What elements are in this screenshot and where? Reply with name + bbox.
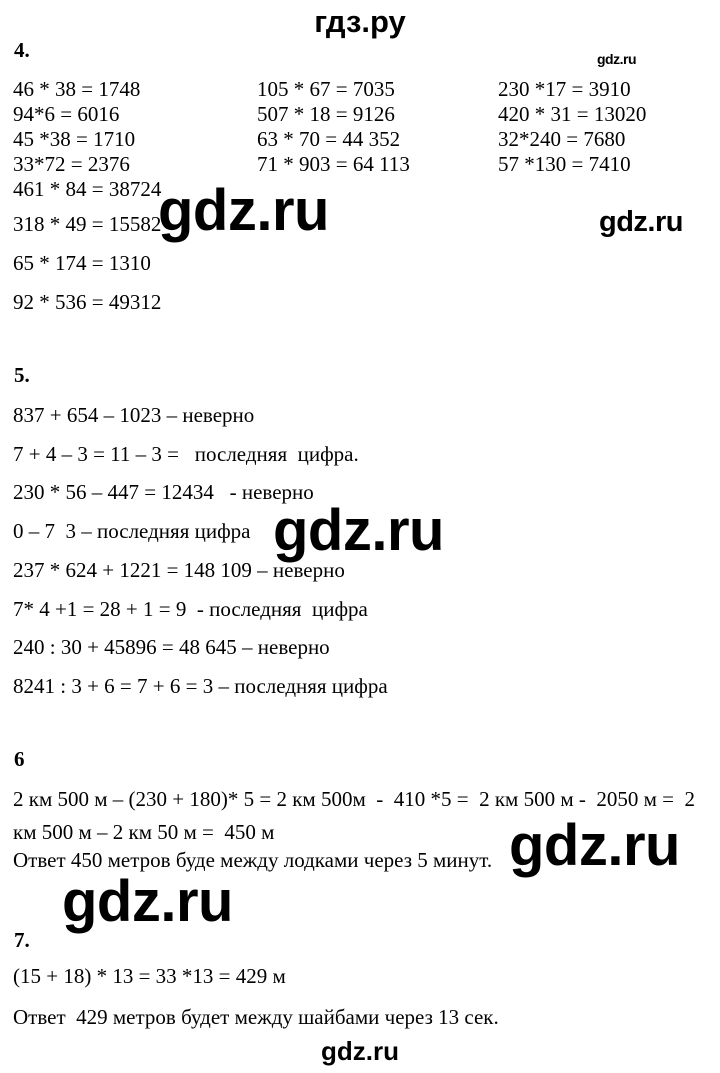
equation-line: 33*72 = 2376: [13, 152, 130, 176]
equation-line: 420 * 31 = 13020: [498, 102, 647, 126]
equation-line: 318 * 49 = 15582: [13, 212, 162, 236]
check-line: 230 * 56 – 447 = 12434 - неверно: [13, 480, 314, 505]
equation-line: 65 * 174 = 1310: [13, 251, 151, 275]
equation-line: 46 * 38 = 1748: [13, 77, 141, 101]
site-logo-header: гдз.ру: [314, 4, 406, 39]
equation-line: 45 *38 = 1710: [13, 127, 136, 151]
equation-line: 94*6 = 6016: [13, 102, 120, 126]
section4-column-3: [498, 77, 646, 177]
section4-column-1: [13, 77, 161, 202]
section-4-label: 4.: [14, 38, 30, 62]
watermark-big-section4: gdz.ru: [158, 178, 329, 243]
check-line: 8241 : 3 + 6 = 7 + 6 = 3 – последняя цифра: [13, 673, 388, 698]
check-line: 837 + 654 – 1023 – неверно: [13, 403, 255, 427]
watermark-top-right: gdz.ru: [597, 51, 636, 67]
section7-equation: (15 + 18) * 13 = 33 *13 = 429 м: [13, 964, 286, 988]
watermark-medium-right: gdz.ru: [599, 206, 683, 238]
equation-line: 57 *130 = 7410: [498, 152, 631, 176]
check-line: 7* 4 +1 = 28 + 1 = 9 - последняя цифра: [13, 596, 368, 621]
solution-line: 2 км 500 м – (230 + 180)* 5 = 2 км 500м - 410 *5 = 2 км 500 м - 2050 м = 2: [13, 787, 695, 811]
equation-line: 507 * 18 = 9126: [257, 102, 395, 126]
section-5-label: 5.: [14, 363, 30, 387]
equation-line: 230 *17 = 3910: [498, 77, 631, 101]
watermark-big-section6-right: gdz.ru: [509, 813, 680, 878]
check-line: 240 : 30 + 45896 = 48 645 – неверно: [13, 635, 330, 660]
watermark-big-section5: gdz.ru: [273, 498, 444, 563]
section7-answer: Ответ 429 метров будет между шайбами через 13 сек.: [13, 1005, 499, 1029]
watermark-bottom-center: gdz.ru: [321, 1036, 399, 1066]
check-line: 0 – 7 3 – последняя цифра: [13, 519, 251, 544]
section-7-label: 7.: [14, 928, 30, 952]
watermark-big-section6-left: gdz.ru: [62, 869, 233, 934]
equation-line: 461 * 84 = 38724: [13, 177, 162, 201]
equation-line: 105 * 67 = 7035: [257, 77, 395, 101]
equation-line: 32*240 = 7680: [498, 127, 626, 151]
section4-column-2: [257, 77, 410, 177]
section4-extra-equations: [13, 205, 161, 322]
equation-line: 92 * 536 = 49312: [13, 290, 162, 314]
equation-line: 71 * 903 = 64 113: [257, 152, 410, 176]
section-6-label: 6: [14, 747, 25, 771]
section6-answer: Ответ 450 метров буде между лодками через 5 минут.: [13, 848, 493, 872]
check-line: 237 * 624 + 1221 = 148 109 – неверно: [13, 557, 345, 582]
check-line: 7 + 4 – 3 = 11 – 3 = последняя цифра.: [13, 441, 359, 466]
solution-line: км 500 м – 2 км 50 м = 450 м: [13, 820, 275, 844]
equation-line: 63 * 70 = 44 352: [257, 127, 401, 151]
